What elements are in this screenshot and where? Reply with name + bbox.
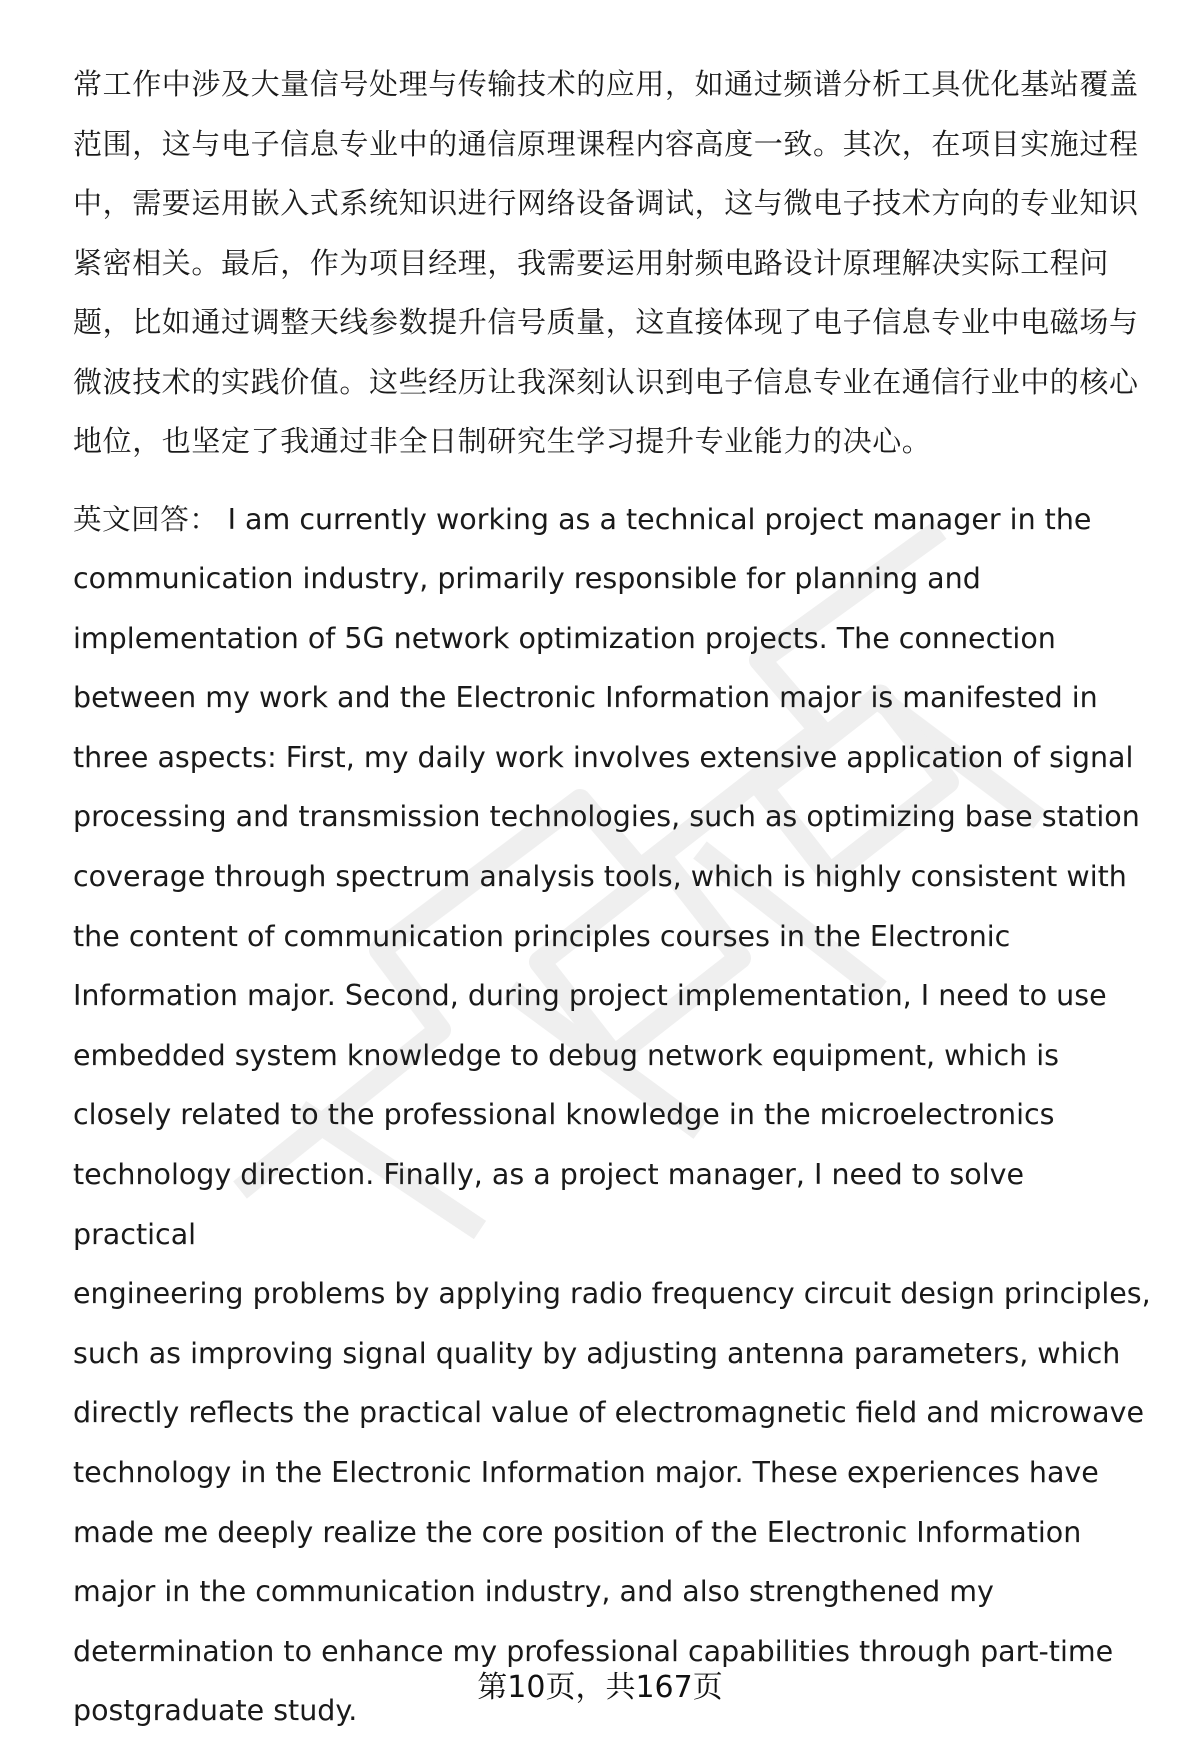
- chinese-answer-paragraph: [73, 55, 1153, 472]
- chinese-answer-text: 常工作中涉及大量信号处理与传输技术的应用，如通过频谱分析工具优化基站覆盖 范围，这与电子信息专业中的通信原理课程内容高度一致。其次，在项目实施过程 中，需要运用嵌入式系统知识进行网络设备调试，这与微电子技术方向的专业知识 紧密相关。最后，作为项目经理，我需要运用射频电路设计原理解决实际工程问 题，比如通过调整天线参数提升信号质量，这直接体现了电子信息专业中电磁场与 微波技术的实践价值。这些经历让我深刻认识到电子信息专业在通信行业中的核心 地位，也坚定了我通过非全日制研究生学习提升专业能力的决心。: [73, 67, 1139, 458]
- document-body: [73, 55, 1153, 1741]
- english-answer-paragraph: [73, 490, 1153, 1741]
- page-number-footer: 第10页，共167页: [477, 1670, 723, 1705]
- english-answer-text: I am currently working as a technical project manager in the communication industry, primarily responsible for planning and implementation of 5G network optimization projects. The connection between my work and the Electronic Information major is manifested in three aspects: First, my daily work involves extensive application of signal processing and transmission technologies, such as optimizing base station coverage through spectrum analysis tools, which is highly consistent with the content of communication principles courses in the Electronic Information major. Second, during project implementation, I need to use embedded system knowledge to debug network equipment, which is closely related to the professional knowledge in the microelectronics technology direction. Finally, as a project manager, I need to solve practical engineering problems by applying radio frequency circuit design principles, such as improving signal quality by adjusting antenna parameters, which directly reflects the practical value of electromagnetic field and microwave technology in the Electronic Information major. These experiences have made me deeply realize the core position of the Electronic Information major in the communication industry, and also strengthened my determination to enhance my professional capabilities through part-time postgraduate study.: [73, 502, 1151, 1728]
- english-answer-label: 英文回答：: [73, 502, 219, 536]
